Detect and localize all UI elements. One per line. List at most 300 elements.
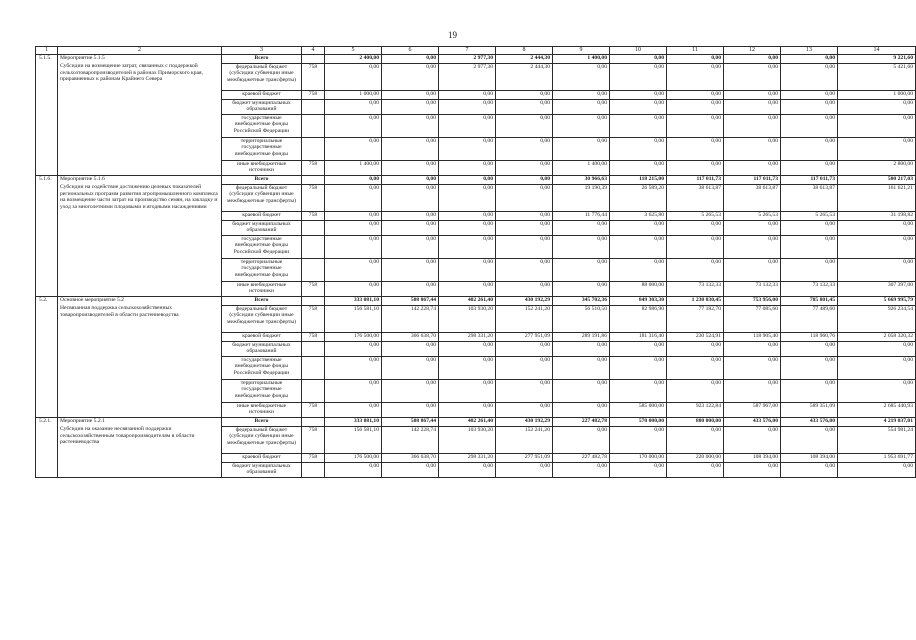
budget-code — [302, 259, 325, 282]
block-total-row — [36, 176, 916, 185]
amount-cell: 0,00 — [610, 236, 667, 259]
amount-cell: 0,00 — [439, 342, 496, 357]
budget-code — [302, 380, 325, 403]
amount-cell: 0,00 — [439, 100, 496, 115]
budget-code: 758 — [302, 282, 325, 297]
amount-cell: 77 182,70 — [667, 306, 724, 333]
header-cell: 13 — [781, 47, 838, 55]
amount-cell: 11 776,44 — [553, 212, 610, 221]
amount-cell: 73 132,33 — [781, 282, 838, 297]
amount-cell: 0,00 — [325, 138, 382, 161]
amount-cell: 0,00 — [553, 357, 610, 380]
amount-cell: 108 394,00 — [724, 454, 781, 463]
amount-cell: 402 261,40 — [439, 297, 496, 306]
funding-source: Всего — [222, 176, 302, 185]
header-cell: 7 — [439, 47, 496, 55]
amount-cell: 0,00 — [496, 221, 553, 236]
amount-cell: 0,00 — [724, 427, 781, 454]
amount-cell: 0,00 — [553, 282, 610, 297]
amount-cell: 152 241,20 — [496, 306, 553, 333]
amount-cell: 0,00 — [724, 55, 781, 64]
amount-cell: 1 400,00 — [553, 55, 610, 64]
amount-cell: 0,00 — [838, 342, 916, 357]
amount-cell: 753 956,00 — [724, 297, 781, 306]
amount-cell: 0,00 — [781, 357, 838, 380]
amount-cell: 0,00 — [667, 138, 724, 161]
amount-cell: 1 953 691,77 — [838, 454, 916, 463]
amount-cell: 0,00 — [838, 357, 916, 380]
amount-cell: 554 981,24 — [838, 427, 916, 454]
item-description: Субсидии на возмещение затрат, связанных с поддержкой сельхозтоваропроизводителей в районах Приморского края, приравненных к районам Крайнего Севера — [60, 63, 204, 83]
funding-source: краевой бюджет — [222, 91, 302, 100]
amount-cell: 0,00 — [496, 357, 553, 380]
amount-cell: 0,00 — [667, 342, 724, 357]
amount-cell: 0,00 — [496, 236, 553, 259]
block-total-row — [36, 297, 916, 306]
budget-code — [302, 357, 325, 380]
amount-cell: 0,00 — [667, 221, 724, 236]
amount-cell: 0,00 — [667, 357, 724, 380]
header-row — [36, 47, 916, 55]
amount-cell: 117 011,73 — [667, 176, 724, 185]
budget-code: 758 — [302, 185, 325, 212]
amount-cell: 0,00 — [667, 161, 724, 176]
amount-cell: 9 221,60 — [838, 55, 916, 64]
amount-cell: 0,00 — [781, 91, 838, 100]
amount-cell: 0,00 — [610, 463, 667, 478]
amount-cell: 0,00 — [781, 100, 838, 115]
amount-cell: 0,00 — [781, 221, 838, 236]
amount-cell: 926 234,54 — [838, 306, 916, 333]
amount-cell: 0,00 — [724, 161, 781, 176]
amount-cell: 77 085,60 — [724, 306, 781, 333]
budget-code: 758 — [302, 161, 325, 176]
amount-cell: 0,00 — [439, 115, 496, 138]
budget-code: 758 — [302, 212, 325, 221]
amount-cell: 0,00 — [382, 138, 439, 161]
amount-cell: 508 867,44 — [382, 297, 439, 306]
header-cell: 9 — [553, 47, 610, 55]
amount-cell: 0,00 — [382, 342, 439, 357]
amount-cell: 0,00 — [382, 64, 439, 91]
amount-cell: 0,00 — [496, 282, 553, 297]
funding-source: территориальные государственные внебюджетные фонды — [222, 259, 302, 282]
amount-cell: 0,00 — [610, 100, 667, 115]
amount-cell: 0,00 — [553, 259, 610, 282]
amount-cell: 0,00 — [325, 282, 382, 297]
budget-code — [302, 115, 325, 138]
amount-cell: 0,00 — [439, 176, 496, 185]
item-title: Мероприятие 5.1.6 — [60, 176, 105, 182]
amount-cell: 38 613,87 — [667, 185, 724, 212]
amount-cell: 366 638,70 — [382, 333, 439, 342]
amount-cell: 0,00 — [439, 236, 496, 259]
header-cell: 14 — [838, 47, 916, 55]
amount-cell: 785 801,45 — [781, 297, 838, 306]
amount-cell: 508 867,44 — [382, 418, 439, 427]
amount-cell: 0,00 — [553, 236, 610, 259]
amount-cell: 1 400,00 — [325, 161, 382, 176]
amount-cell: 0,00 — [439, 161, 496, 176]
funding-source: бюджет муниципальных образований — [222, 100, 302, 115]
amount-cell: 0,00 — [382, 221, 439, 236]
amount-cell: 0,00 — [382, 115, 439, 138]
amount-cell: 0,00 — [838, 380, 916, 403]
amount-cell: 0,00 — [553, 403, 610, 418]
funding-source: государственные внебюджетные фонды Российской Федерации — [222, 115, 302, 138]
amount-cell: 176 500,00 — [325, 454, 382, 463]
funding-source: территориальные государственные внебюджетные фонды — [222, 380, 302, 403]
amount-cell: 0,00 — [496, 161, 553, 176]
funding-source: государственные внебюджетные фонды Российской Федерации — [222, 236, 302, 259]
amount-cell: 0,00 — [325, 185, 382, 212]
amount-cell: 0,00 — [667, 115, 724, 138]
item-description: Субсидии на содействие достижению целевых показателей региональных программ развития агропромышленного комплекса на возмещение части затрат на производство семян, на закладку и уход за многолетними плодовыми и ягодными насаждениями — [60, 184, 218, 210]
table-body — [36, 47, 916, 478]
amount-cell: 220 000,00 — [667, 454, 724, 463]
amount-cell: 0,00 — [610, 55, 667, 64]
amount-cell: 0,00 — [325, 342, 382, 357]
amount-cell: 0,00 — [724, 100, 781, 115]
funding-source: территориальные государственные внебюджетные фонды — [222, 138, 302, 161]
amount-cell: 0,00 — [553, 64, 610, 91]
page-number: 19 — [448, 30, 457, 40]
funding-source: федеральный бюджет (субсидии субвенции иные межбюджетные трансферты) — [222, 306, 302, 333]
amount-cell: 0,00 — [724, 91, 781, 100]
amount-cell: 0,00 — [553, 380, 610, 403]
amount-cell: 0,00 — [610, 161, 667, 176]
amount-cell: 0,00 — [781, 55, 838, 64]
amount-cell: 108 394,00 — [781, 454, 838, 463]
budget-code — [302, 176, 325, 185]
amount-cell: 0,00 — [325, 403, 382, 418]
amount-cell: 298 331,20 — [439, 333, 496, 342]
amount-cell: 0,00 — [838, 236, 916, 259]
amount-cell: 0,00 — [439, 212, 496, 221]
amount-cell: 103 930,20 — [439, 306, 496, 333]
amount-cell: 30 966,63 — [553, 176, 610, 185]
amount-cell: 103 930,20 — [439, 427, 496, 454]
amount-cell: 0,00 — [838, 115, 916, 138]
amount-cell: 0,00 — [553, 138, 610, 161]
header-cell: 2 — [58, 47, 222, 55]
amount-cell: 2 444,30 — [496, 64, 553, 91]
amount-cell: 0,00 — [610, 91, 667, 100]
amount-cell: 0,00 — [382, 100, 439, 115]
amount-cell: 26 589,20 — [610, 185, 667, 212]
budget-table — [35, 46, 916, 478]
amount-cell: 333 081,10 — [325, 418, 382, 427]
amount-cell: 117 011,73 — [724, 176, 781, 185]
amount-cell: 0,00 — [496, 212, 553, 221]
amount-cell: 289 191,86 — [553, 333, 610, 342]
amount-cell: 0,00 — [382, 161, 439, 176]
amount-cell: 298 331,20 — [439, 454, 496, 463]
amount-cell: 0,00 — [610, 427, 667, 454]
amount-cell: 0,00 — [724, 259, 781, 282]
budget-code: 758 — [302, 91, 325, 100]
amount-cell: 277 951,09 — [496, 333, 553, 342]
amount-cell: 0,00 — [724, 357, 781, 380]
amount-cell: 0,00 — [724, 221, 781, 236]
amount-cell: 0,00 — [439, 259, 496, 282]
amount-cell: 118 960,76 — [781, 333, 838, 342]
budget-code — [302, 418, 325, 427]
item-description: Несвязанная поддержка сельскохозяйственных товаропроизводителей в области растениеводства — [60, 305, 179, 318]
item-description-cell — [58, 55, 222, 176]
amount-cell: 88 000,00 — [610, 282, 667, 297]
amount-cell: 0,00 — [724, 64, 781, 91]
amount-cell: 0,00 — [724, 115, 781, 138]
amount-cell: 0,00 — [781, 138, 838, 161]
block-total-row — [36, 55, 916, 64]
amount-cell: 0,00 — [838, 221, 916, 236]
amount-cell: 0,00 — [382, 55, 439, 64]
amount-cell: 0,00 — [667, 236, 724, 259]
amount-cell: 0,00 — [781, 380, 838, 403]
funding-source: бюджет муниципальных образований — [222, 221, 302, 236]
amount-cell: 0,00 — [325, 463, 382, 478]
amount-cell: 0,00 — [667, 100, 724, 115]
amount-cell: 0,00 — [610, 64, 667, 91]
amount-cell: 849 303,30 — [610, 297, 667, 306]
amount-cell: 0,00 — [439, 138, 496, 161]
budget-code — [302, 342, 325, 357]
amount-cell: 0,00 — [325, 259, 382, 282]
amount-cell: 0,00 — [667, 259, 724, 282]
header-cell: 8 — [496, 47, 553, 55]
funding-source: федеральный бюджет (субсидии субвенции иные межбюджетные трансферты) — [222, 185, 302, 212]
amount-cell: 38 613,87 — [781, 185, 838, 212]
amount-cell: 3 625,80 — [610, 212, 667, 221]
amount-cell: 585 000,00 — [610, 403, 667, 418]
amount-cell: 402 261,40 — [439, 418, 496, 427]
amount-cell: 0,00 — [439, 463, 496, 478]
amount-cell: 2 800,00 — [838, 161, 916, 176]
amount-cell: 0,00 — [382, 185, 439, 212]
amount-cell: 0,00 — [325, 236, 382, 259]
amount-cell: 0,00 — [610, 138, 667, 161]
item-number: 5.2. — [36, 297, 58, 418]
amount-cell: 4 219 037,01 — [838, 418, 916, 427]
amount-cell: 117 011,73 — [781, 176, 838, 185]
amount-cell: 230 524,91 — [667, 333, 724, 342]
amount-cell: 227 482,78 — [553, 418, 610, 427]
header-cell: 1 — [36, 47, 58, 55]
amount-cell: 0,00 — [610, 342, 667, 357]
amount-cell: 0,00 — [382, 259, 439, 282]
funding-source: бюджет муниципальных образований — [222, 463, 302, 478]
item-description-cell — [58, 176, 222, 297]
budget-code — [302, 236, 325, 259]
amount-cell: 345 702,36 — [553, 297, 610, 306]
amount-cell: 500 217,03 — [838, 176, 916, 185]
amount-cell: 152 241,20 — [496, 427, 553, 454]
budget-code — [302, 55, 325, 64]
amount-cell: 5 265,53 — [724, 212, 781, 221]
funding-source: Всего — [222, 297, 302, 306]
amount-cell: 587 967,00 — [724, 403, 781, 418]
amount-cell: 5 421,60 — [838, 64, 916, 91]
amount-cell: 0,00 — [667, 380, 724, 403]
amount-cell: 2 977,30 — [439, 64, 496, 91]
amount-cell: 0,00 — [667, 55, 724, 64]
amount-cell: 0,00 — [325, 176, 382, 185]
amount-cell: 0,00 — [667, 64, 724, 91]
funding-source: федеральный бюджет (субсидии субвенции иные межбюджетные трансферты) — [222, 64, 302, 91]
amount-cell: 0,00 — [496, 185, 553, 212]
amount-cell: 0,00 — [496, 100, 553, 115]
funding-source: иные внебюджетные источники — [222, 161, 302, 176]
amount-cell: 0,00 — [496, 259, 553, 282]
block-total-row — [36, 418, 916, 427]
budget-code — [302, 463, 325, 478]
amount-cell: 0,00 — [325, 357, 382, 380]
amount-cell: 277 951,09 — [496, 454, 553, 463]
amount-cell: 1 230 830,45 — [667, 297, 724, 306]
budget-code: 758 — [302, 427, 325, 454]
amount-cell: 0,00 — [553, 221, 610, 236]
amount-cell: 433 576,00 — [781, 418, 838, 427]
amount-cell: 56 510,50 — [553, 306, 610, 333]
amount-cell: 0,00 — [439, 185, 496, 212]
amount-cell: 0,00 — [724, 236, 781, 259]
amount-cell: 880 000,00 — [667, 418, 724, 427]
amount-cell: 430 192,29 — [496, 297, 553, 306]
amount-cell: 433 576,00 — [724, 418, 781, 427]
amount-cell: 73 132,33 — [724, 282, 781, 297]
header-cell: 6 — [382, 47, 439, 55]
amount-cell: 923 122,84 — [667, 403, 724, 418]
amount-cell: 0,00 — [724, 463, 781, 478]
amount-cell: 5 265,53 — [781, 212, 838, 221]
item-title: Мероприятие 5.1.5 — [60, 55, 105, 61]
item-description: Субсидии на оказание несвязанной поддержки сельскохозяйственным товаропроизводителям в области растениеводства — [60, 426, 195, 446]
item-description-cell — [58, 418, 222, 478]
amount-cell: 156 581,10 — [325, 427, 382, 454]
amount-cell: 0,00 — [439, 403, 496, 418]
item-number: 5.1.6. — [36, 176, 58, 297]
amount-cell: 82 986,90 — [610, 306, 667, 333]
amount-cell: 0,00 — [496, 403, 553, 418]
amount-cell: 0,00 — [781, 427, 838, 454]
amount-cell: 142 228,74 — [382, 306, 439, 333]
amount-cell: 0,00 — [781, 236, 838, 259]
funding-source: бюджет муниципальных образований — [222, 342, 302, 357]
amount-cell: 0,00 — [838, 463, 916, 478]
amount-cell: 0,00 — [553, 427, 610, 454]
amount-cell: 589 351,09 — [781, 403, 838, 418]
item-number: 5.2.1. — [36, 418, 58, 478]
funding-source: иные внебюджетные источники — [222, 282, 302, 297]
amount-cell: 1 000,00 — [325, 91, 382, 100]
amount-cell: 0,00 — [382, 403, 439, 418]
item-title: Основное мероприятие 5.2 — [60, 297, 124, 303]
amount-cell: 0,00 — [325, 221, 382, 236]
amount-cell: 0,00 — [382, 380, 439, 403]
amount-cell: 142 228,74 — [382, 427, 439, 454]
amount-cell: 0,00 — [382, 91, 439, 100]
amount-cell: 0,00 — [667, 91, 724, 100]
amount-cell: 2 058 320,32 — [838, 333, 916, 342]
amount-cell: 156 581,10 — [325, 306, 382, 333]
amount-cell: 0,00 — [553, 342, 610, 357]
amount-cell: 0,00 — [610, 259, 667, 282]
amount-cell: 0,00 — [325, 212, 382, 221]
amount-cell: 0,00 — [439, 380, 496, 403]
amount-cell: 0,00 — [382, 282, 439, 297]
amount-cell: 0,00 — [781, 115, 838, 138]
amount-cell: 181 316,40 — [610, 333, 667, 342]
amount-cell: 161 621,21 — [838, 185, 916, 212]
amount-cell: 77 489,60 — [781, 306, 838, 333]
amount-cell: 2 685 440,93 — [838, 403, 916, 418]
amount-cell: 0,00 — [781, 161, 838, 176]
funding-source: Всего — [222, 55, 302, 64]
amount-cell: 0,00 — [496, 463, 553, 478]
amount-cell: 0,00 — [838, 100, 916, 115]
header-cell: 3 — [222, 47, 302, 55]
amount-cell: 0,00 — [325, 115, 382, 138]
amount-cell: 0,00 — [724, 380, 781, 403]
amount-cell: 0,00 — [496, 138, 553, 161]
budget-code: 758 — [302, 306, 325, 333]
amount-cell: 0,00 — [781, 259, 838, 282]
budget-code — [302, 297, 325, 306]
amount-cell: 118 215,00 — [610, 176, 667, 185]
item-title: Мероприятие 5.2.1 — [60, 418, 105, 424]
budget-code: 758 — [302, 333, 325, 342]
item-description-cell — [58, 297, 222, 418]
funding-source: краевой бюджет — [222, 333, 302, 342]
amount-cell: 0,00 — [553, 463, 610, 478]
amount-cell: 0,00 — [325, 64, 382, 91]
funding-source: иные внебюджетные источники — [222, 403, 302, 418]
amount-cell: 31 198,82 — [838, 212, 916, 221]
amount-cell: 0,00 — [838, 138, 916, 161]
amount-cell: 227 482,78 — [553, 454, 610, 463]
amount-cell: 0,00 — [724, 342, 781, 357]
amount-cell: 2 400,00 — [325, 55, 382, 64]
budget-code: 758 — [302, 403, 325, 418]
amount-cell: 0,00 — [496, 115, 553, 138]
amount-cell: 333 081,10 — [325, 297, 382, 306]
amount-cell: 0,00 — [439, 357, 496, 380]
budget-code: 758 — [302, 64, 325, 91]
amount-cell: 170 000,00 — [610, 454, 667, 463]
amount-cell: 0,00 — [553, 100, 610, 115]
amount-cell: 0,00 — [610, 380, 667, 403]
funding-source: краевой бюджет — [222, 212, 302, 221]
amount-cell: 2 444,30 — [496, 55, 553, 64]
amount-cell: 0,00 — [496, 342, 553, 357]
amount-cell: 0,00 — [496, 91, 553, 100]
amount-cell: 570 000,00 — [610, 418, 667, 427]
amount-cell: 0,00 — [325, 380, 382, 403]
amount-cell: 0,00 — [439, 221, 496, 236]
amount-cell: 5 669 995,79 — [838, 297, 916, 306]
amount-cell: 19 190,39 — [553, 185, 610, 212]
header-cell: 11 — [667, 47, 724, 55]
amount-cell: 2 977,30 — [439, 55, 496, 64]
amount-cell: 0,00 — [781, 64, 838, 91]
amount-cell: 0,00 — [553, 115, 610, 138]
amount-cell: 0,00 — [610, 115, 667, 138]
amount-cell: 0,00 — [724, 138, 781, 161]
amount-cell: 1 000,00 — [838, 91, 916, 100]
amount-cell: 0,00 — [496, 380, 553, 403]
funding-source: краевой бюджет — [222, 454, 302, 463]
